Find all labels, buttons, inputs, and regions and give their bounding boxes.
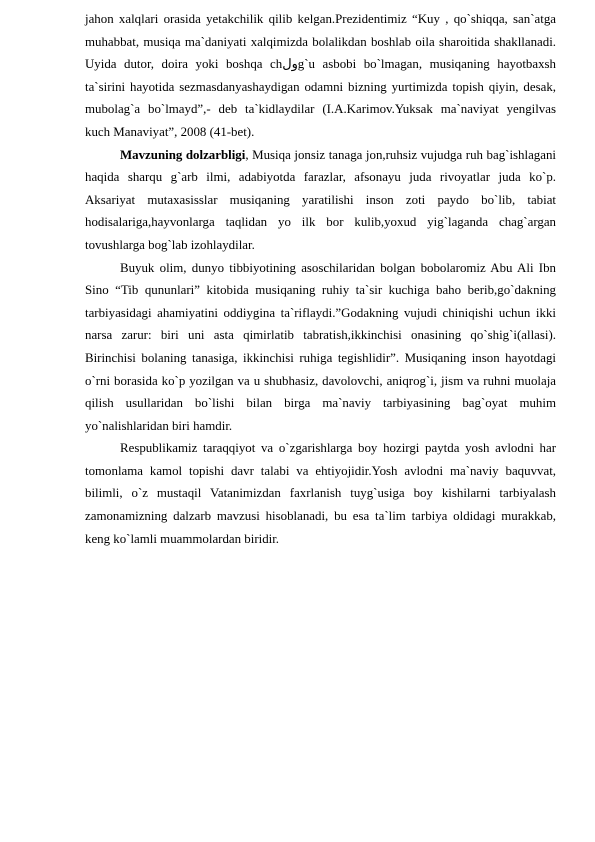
paragraph-3 [85, 257, 556, 438]
paragraph-2 [85, 144, 556, 257]
body-text [85, 8, 556, 550]
paragraph-1-text: jahon xalqlari orasida yetakchilik qilib kelgan.Prezidentimiz “Kuy , qo`shiqqa, san`atga muhabbat, musiqa ma`daniyati xalqimizda bolalikdan boshlab oila sharoitida shakllanadi. Uyida dutor, doira yoki boshqa chولg`u asbobi bo`lmagan, musiqaning hayotbaxsh ta`sirini hayotida sezmasdanyashaydigan odamni bizning yurtimizda topish qiyin, desak, mubolag`a bo`lmayd”,- deb ta`kidlaydilar (I.A.Karimov.Yuksak ma`naviyat yengilvas kuch Manaviyat”, 2008 (41-bet). [85, 12, 556, 139]
paragraph-2-text: , Musiqa jonsiz tanaga jon,ruhsiz vujudga ruh bag`ishlagani haqida sharqu g`arb ilmi, adabiyotda farazlar, afsonayu juda rivoyatlar juda ko`p. Aksariyat mutaxasisslar musiqaning yaratilishi inson zoti paydo bo`lib, tabiat hodisalariga,hayvonlarga taqlidan yo ilk bor kulib,yoxud yig`laganda chag`argan tovushlarga bog`lab izohlaydilar. [85, 147, 556, 252]
paragraph-4 [85, 437, 556, 550]
paragraph-4-text: Respublikamiz taraqqiyot va o`zgarishlarga boy hozirgi paytda yosh avlodni har tomonlama kamol topishi davr talabi va ehtiyojidir.Yosh avlodni ma`naviy baquvvat, bilimli, o`z mustaqil Vatanimizdan faxrlanish tuyg`usiga boy kishilarni tarbiyalash zamonamizning dalzarb mavzusi hisoblanadi, bu esa ta`lim tarbiya oldidagi murakkab, keng ko`lamli muammolardan biridir. [85, 441, 556, 546]
paragraph-3-text: Buyuk olim, dunyo tibbiyotining asoschilaridan bolgan bobolaromiz Abu Ali Ibn Sino “Tib qununlari” kitobida musiqaning ruhiy ta`sir kuchiga baho berib,go`dakning tarbiyasidagi ahamiyatini oddiygina ta`riflaydi.”Godakning vujudi chiniqishi uchun ikki narsa zarur: biri uni asta qimirlatib tabratish,ikkinchisi onasining qo`shig`i(allasi). Birinchisi bolaning tanasiga, ikkinchisi ruhiga tegishlidir”. Musiqaning inson hayotdagi o`rni borasida ko`p yozilgan va u shubhasiz, davolovchi, aniqrog`i, jism va ruhni muolaja qilish usullaridan bo`lishi bilan birga ma`naviy tarbiyasining bag`oyat muhim yo`nalishlaridan biri hamdir. [85, 260, 556, 433]
paragraph-2-lead: Mavzuning dolzarbligi [120, 147, 246, 162]
paragraph-1 [85, 8, 556, 144]
